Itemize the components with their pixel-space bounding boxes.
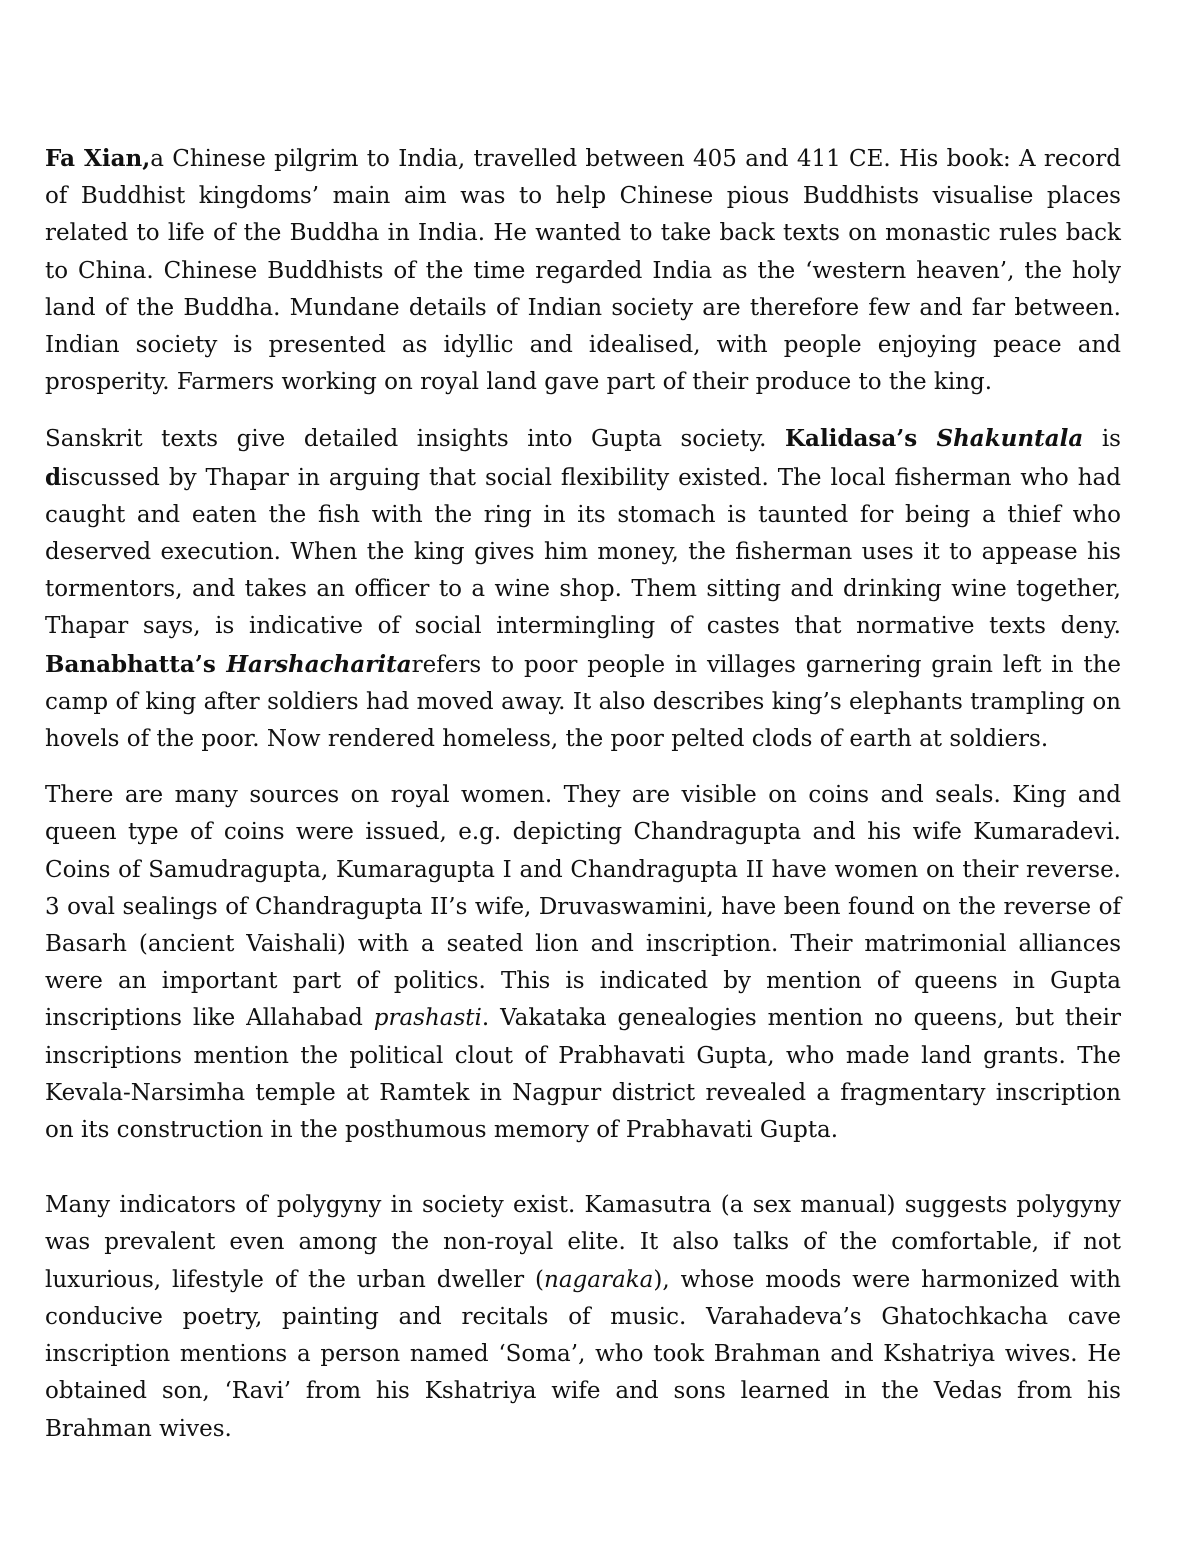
bold-italic-text — [936, 425, 1083, 452]
bold-text: Banabhatta’s — [45, 650, 227, 678]
emphasis-text: Shakuntala — [936, 425, 1084, 453]
bold-text: Kalidasa’s — [785, 425, 937, 453]
body-text: Many indicators of polygyny in society exist. Kamasutra (a sex manual) suggests polygyny was prevalent even among the non-royal elite. It also talks of the comfortable, if not luxurious, lifestyle of the urban dweller ( — [45, 1192, 1121, 1293]
paragraph-fa-xian — [45, 140, 1121, 401]
body-text: ), whose moods were harmonized with conducive poetry, painting and recitals of music. Varahadeva’s Ghatochkacha cave inscription mentions a person named ‘Soma’, who took Brahman and Kshatriya wives. He obtained son, ‘Ravi’ from his Kshatriya wife and sons learned in the Vedas from his Brahman wives. — [45, 1266, 1121, 1442]
italic-text: prashasti — [373, 1005, 482, 1032]
body-text: is — [1083, 426, 1121, 453]
paragraph-sanskrit-texts — [45, 420, 1121, 758]
bold-text: Fa Xian, — [45, 145, 151, 172]
emphasis-text: Harshacharita — [226, 650, 412, 678]
body-text: a Chinese pilgrim to India, travelled between 405 and 411 CE. His book: A record of Buddhist kingdoms’ main aim was to help Chinese pious Buddhists visualise places related to life of the Buddha in India. He wanted to take back texts on monastic rules back to China. Chinese Buddhists of the time regarded India as the ‘western heaven’, the holy land of the Buddha. Mundane details of Indian society are therefore few and far between. Indian society is presented as idyllic and idealised, with people enjoying peace and prosperity. Farmers working on royal land gave part of their produce to the king. — [45, 146, 1121, 396]
paragraph-polygyny — [45, 1187, 1121, 1447]
body-text: There are many sources on royal women. They are visible on coins and seals. King and queen type of coins were issued, e.g. depicting Chandragupta and his wife Kumaradevi. Coins of Samudragupta, Kumaragupta I and Chandragupta II have women on their reverse. 3 oval sealings of Chandragupta II’s wife, Druvaswamini, have been found on the reverse of Basarh (ancient Vaishali) with a seated lion and inscription. Their matrimonial alliances were an important part of politics. This is indicated by mention of queens in Gupta inscriptions like Allahabad — [45, 782, 1121, 1032]
body-text: iscussed by Thapar in arguing that social flexibility existed. The local fisherman who had caught and eaten the fish with the ring in its stomach is taunted for being a thief who deserved execution. When the king gives him money, the fisherman uses it to appease his tormentors, and takes an officer to a wine shop. Them sitting and drinking wine together, Thapar says, is indicative of social intermingling of castes that normative texts deny. — [45, 464, 1121, 640]
body-text: Sanskrit texts give detailed insights into Gupta society. — [45, 426, 786, 453]
bold-text: d — [45, 463, 62, 491]
body-text: . Vakataka genealogies mention no queens, but their inscriptions mention the political clout of Prabhavati Gupta, who made land grants. The Kevala-Narsimha temple at Ramtek in Nagpur district revealed a fragmentary inscription on its construction in the posthumous memory of Prabhavati Gupta. — [45, 1005, 1121, 1144]
italic-text: nagaraka — [544, 1266, 654, 1293]
body-text: refers to poor people in villages garnering grain left in the camp of king after soldiers had moved away. It also describes king’s elephants trampling on hovels of the poor. Now rendered homeless, the poor pelted clods of earth at soldiers. — [45, 651, 1121, 753]
paragraph-royal-women — [45, 777, 1121, 1149]
document-page — [45, 140, 1121, 1448]
bold-italic-text — [226, 651, 411, 678]
